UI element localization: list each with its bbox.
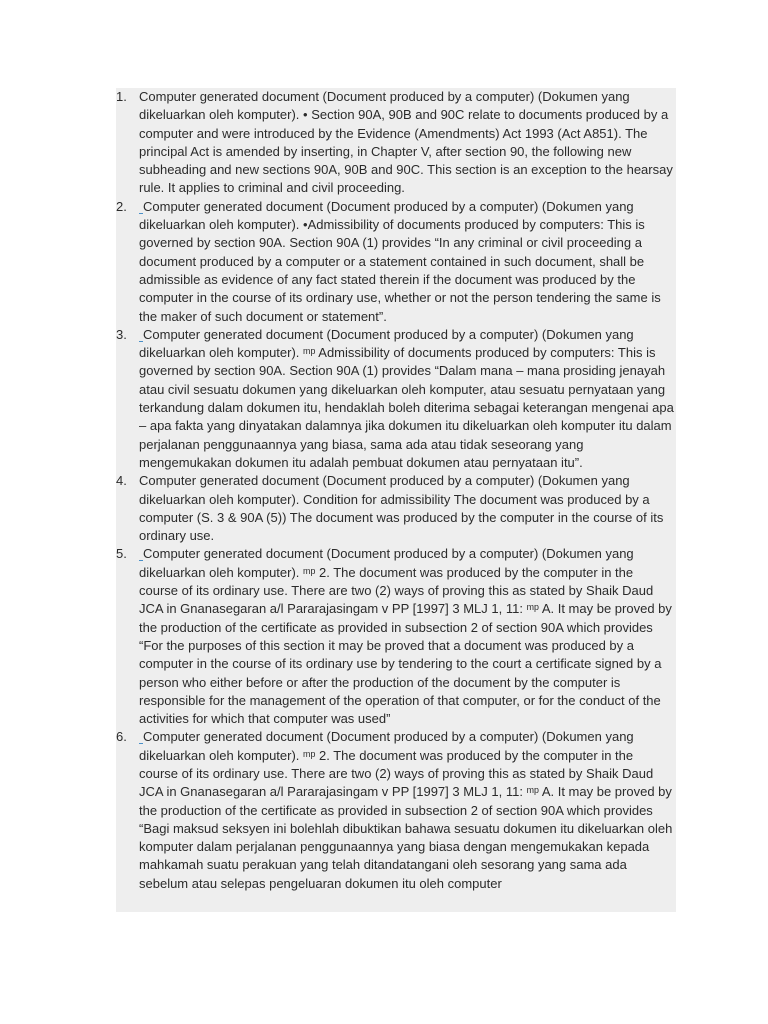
document-text-block [116,88,676,912]
list-item-body [139,545,675,728]
list-item-body [139,326,675,472]
list-item-body [139,198,675,326]
list-item-number: 1. [116,89,127,104]
numbered-list [116,88,676,893]
list-item-text: Computer generated document (Document produced by a computer) (Dokumen yang dikeluarkan oleh komputer). ᵐᵖ 2. The document was produced by the computer in the course of its ordinary use. There are two (2) ways of proving this as stated by Shaik Daud JCA in Gnanasegaran a/l Pararajasingam v PP [1997] 3 MLJ 1, 11: ᵐᵖ A. It may be proved by the production of the certificate as provided in subsection 2 of section 90A which provides “For the purposes of this section it may be proved that a document was produced by a computer in the course of its ordinary use by tendering to the court a certificate signed by a person who either before or after the production of the document by the computer is responsible for the management of the operation of that computer, or for the conduct of the activities for which that computer was used” [139,546,672,727]
list-item-number: 2. [116,198,127,214]
list-item-number: 3. [116,326,127,342]
list-item [116,472,676,545]
list-item [116,728,676,893]
list-item-number: 6. [116,729,127,745]
list-item-body [139,728,675,893]
list-item-text: Computer generated document (Document produced by a computer) (Dokumen yang dikeluarkan oleh komputer). ᵐᵖ 2. The document was produced by the computer in the course of its ordinary use. There are two (2) ways of proving this as stated by Shaik Daud JCA in Gnanasegaran a/l Pararajasingam v PP [1997] 3 MLJ 1, 11: ᵐᵖ A. It may be proved by the production of the certificate as provided in subsection 2 of section 90A which provides “Bagi maksud seksyen ini bolehlah dibuktikan bahawa sesuatu dokumen itu dikeluarkan oleh komputer dalam perjalanan penggunaannya yang biasa dengan mengemukakan kepada mahkamah suatu perakuan yang telah ditandatangani oleh sesorang yang sama ada sebelum atau selepas pengeluaran dokumen itu oleh computer [139,729,673,891]
list-item [116,88,676,198]
list-item [116,326,676,472]
list-item-number: 5. [116,546,127,562]
list-item-text: Computer generated document (Document produced by a computer) (Dokumen yang dikeluarkan oleh komputer). •Admissibility of documents produced by computers: This is governed by section 90A. Section 90A (1) provides “In any criminal or civil proceeding a document produced by a computer or a statement contained in such document, shall be admissible as evidence of any fact stated therein if the document was produced by the computer in the course of its ordinary use, whether or not the person tendering the same is the maker of such document or statement”. [139,198,661,324]
list-item-body [139,472,675,545]
list-item-number: 4. [116,473,127,489]
list-item-text: Computer generated document (Document produced by a computer) (Dokumen yang dikeluarkan oleh komputer). Condition for admissibility The document was produced by a computer (S. 3 & 90A (5)) The document was produced by the computer in the course of its ordinary use. [139,473,664,544]
list-item-text: Computer generated document (Document produced by a computer) (Dokumen yang dikeluarkan oleh komputer). ᵐᵖ Admissibility of documents produced by computers: This is governed by section 90A. Section 90A (1) provides “Dalam mana – mana prosiding jenayah atau civil sesuatu dokumen yang dikeluarkan oleh komputer, atau sesuatu pernyataan yang terkandung dalam dokumen itu, hendaklah boleh diterima sebagai keterangan mengenai apa – apa fakta yang dinyatakan dalamnya jika dokumen itu dikeluarkan oleh komputer itu dalam perjalanan penggunaannya yang biasa, sama ada atau tidak seseorang yang mengemukakan dokumen itu adalah pembuat dokumen atau pernyataan itu”. [139,326,674,470]
list-item [116,545,676,728]
list-item [116,198,676,326]
list-item-body [139,88,675,198]
list-item-text: Computer generated document (Document produced by a computer) (Dokumen yang dikeluarkan oleh komputer). • Section 90A, 90B and 90C relate to documents produced by a computer and were introduced by the Evidence (Amendments) Act 1993 (Act A851). The principal Act is amended by inserting, in Chapter V, after section 90, the following new subheading and new sections 90A, 90B and 90C. This section is an exception to the hearsay rule. It applies to criminal and civil proceeding. [139,89,673,196]
